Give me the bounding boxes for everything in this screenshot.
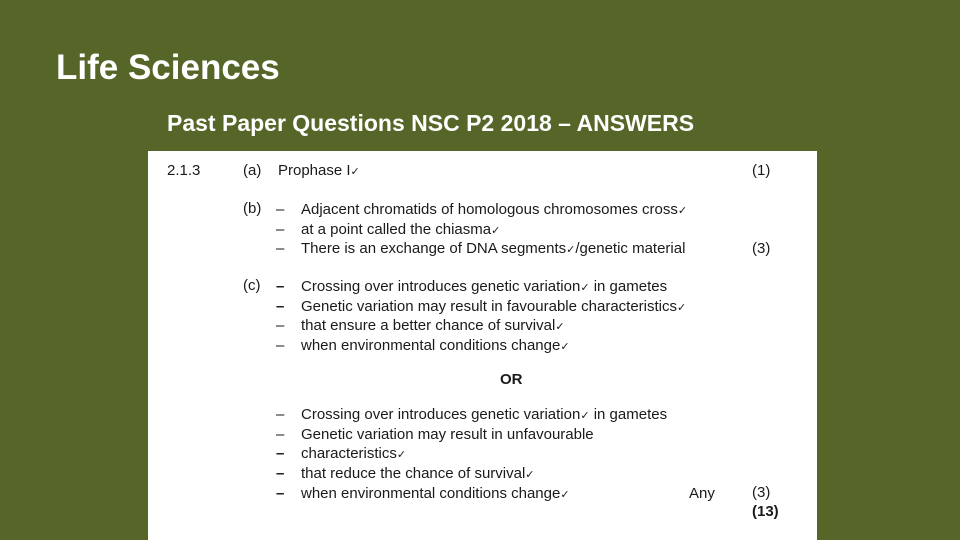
part-c-alt-line-1-text: Crossing over introduces genetic variation <box>301 406 581 423</box>
part-c-line-4-text: when environmental conditions change <box>301 337 561 354</box>
tick-mark: ✓ <box>677 205 688 217</box>
bullet-dash: – <box>276 240 285 257</box>
bullet-dash: – <box>276 426 285 443</box>
part-b-line-3-text: There is an exchange of DNA segments <box>301 240 567 257</box>
bullet-dash: – <box>276 445 285 462</box>
part-c-line-3-text: that ensure a better chance of survival <box>301 317 556 334</box>
part-c-line-2-text: Genetic variation may result in favourable characteristics <box>301 298 677 315</box>
part-b-line-3-alt: /genetic material <box>575 240 686 257</box>
bullet-dash: – <box>276 337 285 354</box>
part-c-line-4 <box>301 337 570 356</box>
tick-mark: ✓ <box>560 489 570 501</box>
part-c-alt-line-4-text: that reduce the chance of survival <box>301 465 526 482</box>
part-c-alt-line-4 <box>301 465 535 484</box>
part-a-mark: (1) <box>752 162 771 179</box>
part-b-line-1-text: Adjacent chromatids of homologous chromosomes cross <box>301 201 678 218</box>
part-c-line-2 <box>301 298 686 317</box>
tick-mark: ✓ <box>350 166 360 178</box>
bullet-dash: – <box>276 278 285 295</box>
bullet-dash: – <box>276 406 285 423</box>
part-b-line-3 <box>301 240 685 259</box>
part-c-line-3 <box>301 317 565 336</box>
part-c-alt-line-3-text: characteristics <box>301 445 397 462</box>
bullet-dash: – <box>276 221 285 238</box>
tick-mark: ✓ <box>677 302 687 314</box>
part-c-alt-line-1 <box>301 406 667 425</box>
bullet-dash: – <box>276 201 285 218</box>
part-c-line-1 <box>301 278 667 297</box>
part-a-text: Prophase I <box>278 162 351 179</box>
slide-subtitle: Past Paper Questions NSC P2 2018 – ANSWERS <box>167 110 695 136</box>
tick-mark: ✓ <box>580 282 590 294</box>
total-mark: (13) <box>752 503 779 520</box>
bullet-dash: – <box>276 298 285 315</box>
part-b-line-1 <box>301 201 687 220</box>
tick-mark: ✓ <box>555 321 565 333</box>
part-b-line-2-text: at a point called the chiasma <box>301 221 492 238</box>
part-c-alt-line-3 <box>301 445 406 464</box>
tick-mark: ✓ <box>491 225 501 237</box>
any-label: Any <box>689 485 715 502</box>
part-a-label: (a) <box>243 162 262 179</box>
part-b-line-2 <box>301 221 500 240</box>
part-c-alt-line-2: Genetic variation may result in unfavourable <box>301 426 594 443</box>
part-c-line-1-tail: in gametes <box>589 278 668 295</box>
bullet-dash: – <box>276 465 285 482</box>
part-c-mark: (3) <box>752 484 771 501</box>
slide-title: Life Sciences <box>56 48 280 87</box>
part-c-line-1-text: Crossing over introduces genetic variation <box>301 278 581 295</box>
part-a-answer <box>278 162 360 181</box>
part-c-alt-line-1-tail: in gametes <box>589 406 668 423</box>
bullet-dash: – <box>276 485 285 502</box>
part-c-label: (c) <box>243 277 261 294</box>
question-number: 2.1.3 <box>167 162 201 179</box>
tick-mark: ✓ <box>525 469 535 481</box>
tick-mark: ✓ <box>560 341 570 353</box>
part-c-alt-line-5-text: when environmental conditions change <box>301 485 561 502</box>
or-separator: OR <box>500 371 523 388</box>
part-b-label: (b) <box>243 200 262 217</box>
tick-mark: ✓ <box>396 449 407 461</box>
tick-mark: ✓ <box>580 410 590 422</box>
part-c-alt-line-5 <box>301 485 570 504</box>
answer-sheet <box>148 151 817 540</box>
bullet-dash: – <box>276 317 285 334</box>
tick-mark: ✓ <box>566 244 576 256</box>
part-b-mark: (3) <box>752 240 771 257</box>
